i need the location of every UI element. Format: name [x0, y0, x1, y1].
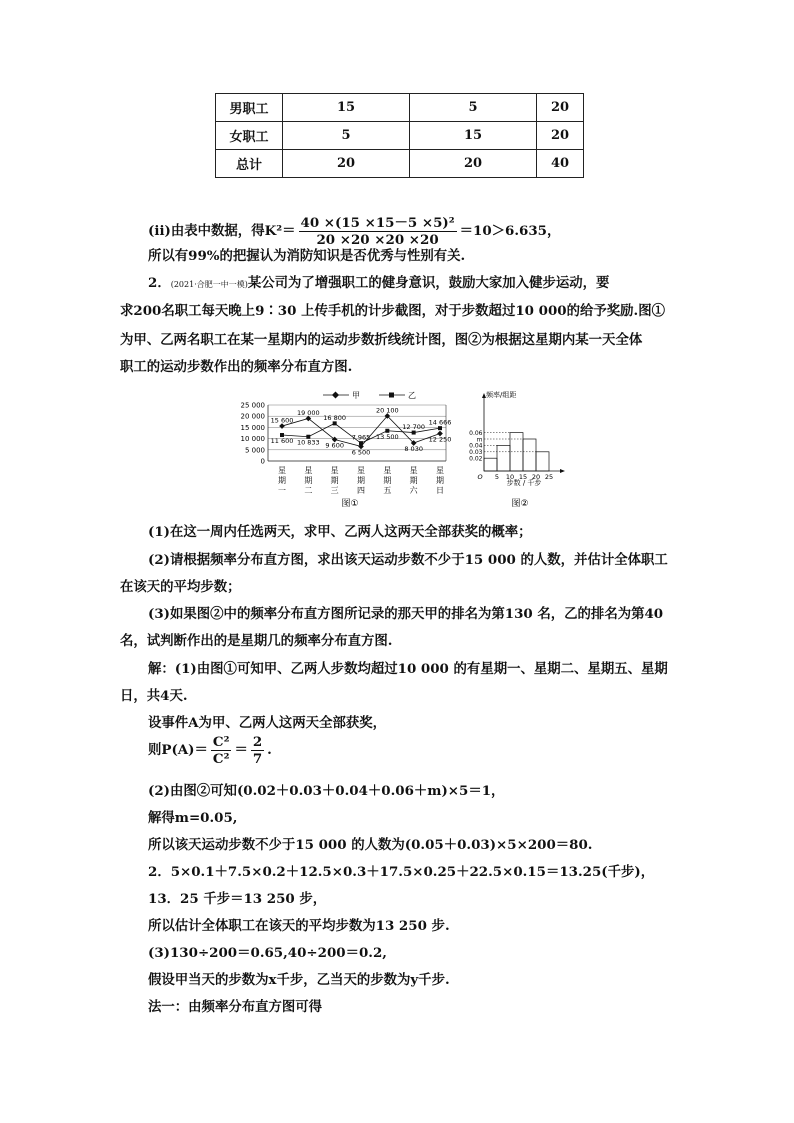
- data-label: 6 500: [351, 448, 371, 457]
- histogram-x-label: 步数 / 千步: [506, 479, 542, 487]
- fraction-2-denominator: 7: [252, 751, 263, 767]
- histogram-caption: 图②: [511, 499, 529, 509]
- x-tick-label: O: [477, 473, 483, 481]
- x-tick-char: 期: [409, 476, 418, 485]
- table-row: [216, 150, 584, 178]
- data-label: 15 600: [270, 416, 294, 425]
- k2-numerator: 40 ×(15 ×15－5 ×5)²: [300, 215, 455, 231]
- question-part-3b: 名，试判断作出的是星期几的频率分布直方图.: [120, 633, 393, 649]
- data-label: 12 250: [428, 435, 452, 444]
- x-tick-label: 15: [518, 473, 528, 481]
- question-2-line-2: 求200名职工每天晚上9∶30 上传手机的计步截图，对于步数超过10 000的给予奖励.图①: [120, 303, 665, 319]
- x-tick-char: 期: [330, 476, 339, 485]
- table-cell: 15: [283, 94, 410, 122]
- k2-prefix: (ⅱ)由表中数据，得: [148, 223, 265, 239]
- question-2-line-1: [148, 273, 708, 295]
- x-tick-char: 星: [409, 466, 418, 475]
- histogram-y-ticks: [469, 430, 483, 463]
- x-tick-char: 三: [330, 486, 339, 495]
- x-tick-char: 二: [304, 486, 313, 495]
- y-tick-label: 5 000: [244, 446, 265, 455]
- legend-diamond-marker: [332, 391, 339, 398]
- solution-event-a: 设事件A为甲、乙两人这两天全部获奖，: [148, 715, 387, 731]
- question-2-number: 2．: [148, 275, 171, 291]
- data-label: 13 500: [375, 432, 399, 441]
- x-tick-char: 日: [436, 486, 444, 495]
- x-tick-char: 期: [357, 476, 365, 485]
- question-2-text: 某公司为了增强职工的健身意识，鼓励大家加入健步运动，要: [247, 275, 610, 291]
- solution-probability: 则P(A)＝ $\frac{\text{C²}}{\text{C²}}$ ＝ $\frac{2}{7}$ .: [148, 734, 272, 767]
- line-chart-data-labels: [271, 406, 452, 456]
- table-cell: 15: [410, 122, 537, 150]
- x-tick-char: 五: [383, 486, 392, 495]
- solution-1b: 日，共4天.: [120, 688, 188, 704]
- y-tick-label: 0: [260, 457, 265, 466]
- y-tick-label: 0.02: [469, 455, 483, 463]
- line-chart-legend: [323, 391, 416, 400]
- x-tick-char: 星: [330, 466, 339, 475]
- x-tick-char: 星: [436, 466, 444, 475]
- table-cell: 40: [537, 150, 584, 178]
- conclusion-text: 所以有99%的把握认为消防知识是否优秀与性别有关.: [148, 248, 466, 264]
- histogram-bar: [484, 458, 497, 471]
- histogram-bar: [523, 439, 536, 471]
- solution-2-mean: 2．5×0.1＋7.5×0.2＋12.5×0.3＋17.5×0.25＋22.5×0.15＝13.25(千步)，: [148, 864, 655, 880]
- y-tick-label: m: [476, 436, 483, 444]
- question-part-1: (1)在这一周内任选两天，求甲、乙两人这两天全部获奖的概率；: [148, 524, 532, 540]
- table-cell: 总计: [216, 150, 283, 178]
- question-part-2b: 在该天的平均步数；: [120, 579, 241, 595]
- data-label: 8 030: [404, 445, 423, 454]
- fraction-1-denominator: C²: [212, 751, 230, 767]
- x-tick-char: 六: [409, 486, 418, 495]
- data-label: 7 965: [351, 433, 371, 442]
- y-tick-label: 20 000: [240, 412, 265, 421]
- table-cell: 20: [537, 122, 584, 150]
- y-tick-label: 0.03: [469, 449, 483, 457]
- probability-fraction-2: [251, 734, 264, 767]
- y-tick-label: 0.04: [469, 442, 483, 450]
- solution-2-count: 所以该天运动步数不少于15 000 的人数为(0.05＋0.03)×5×200＝80.: [148, 837, 593, 853]
- table-row: [216, 94, 584, 122]
- x-tick-label: 20: [531, 473, 541, 481]
- k2-result: ＝10＞6.635，: [459, 223, 561, 239]
- k2-fraction: [299, 215, 457, 248]
- line-chart-x-ticks: [278, 466, 444, 495]
- histogram-bars: [484, 433, 549, 471]
- question-source: (2021·合肥一中一模): [170, 280, 248, 289]
- question-part-3a: (3)如果图②中的频率分布直方图所记录的那天甲的排名为第130 名，乙的排名为第40: [148, 606, 664, 622]
- data-point: [438, 426, 442, 430]
- table-cell: 20: [537, 94, 584, 122]
- x-tick-char: 星: [383, 466, 392, 475]
- solution-2-conclusion: 所以估计全体职工在该天的平均步数为13 250 步.: [148, 918, 450, 934]
- data-label: 11 600: [270, 437, 294, 446]
- y-tick-label: 0.06: [469, 429, 483, 437]
- line-chart-y-ticks: [241, 402, 266, 466]
- probability-prefix: 则P(A)＝: [148, 742, 208, 758]
- data-label: 19 000: [296, 408, 320, 417]
- histogram-figure-2: [469, 388, 574, 510]
- solution-3-ratios: (3)130÷200＝0.65,40÷200＝0.2,: [148, 945, 387, 961]
- legend-square-marker: [389, 393, 394, 398]
- question-part-2a: (2)请根据频率分布直方图，求出该天运动步数不少于15 000 的人数，并估计全体职工: [148, 552, 668, 568]
- data-label: 14 666: [428, 418, 452, 427]
- table-cell: 男职工: [216, 94, 283, 122]
- x-tick-char: 期: [304, 476, 313, 485]
- solution-2-equation: (2)由图②可知(0.02＋0.03＋0.04＋0.06＋m)×5＝1，: [148, 783, 505, 799]
- table-cell: 女职工: [216, 122, 283, 150]
- question-2-line-3: 为甲、乙两名职工在某一星期内的运动步数折线统计图，图②为根据这星期内某一天全体: [120, 332, 643, 348]
- legend-label: 甲: [352, 391, 360, 400]
- y-tick-label: 25 000: [240, 401, 265, 410]
- x-tick-char: 期: [383, 476, 392, 485]
- data-point: [412, 431, 416, 435]
- y-tick-label: 15 000: [240, 423, 265, 432]
- x-tick-char: 四: [357, 486, 365, 495]
- x-tick-char: 期: [436, 476, 444, 485]
- k2-formula-line: [148, 215, 708, 248]
- data-point: [333, 421, 337, 425]
- solution-2-m: 解得m=0.05,: [148, 810, 238, 826]
- table-cell: 20: [410, 150, 537, 178]
- x-tick-char: 星: [304, 466, 313, 475]
- table-cell: 20: [283, 150, 410, 178]
- x-tick-char: 星: [278, 466, 286, 475]
- x-tick-char: 星: [357, 466, 365, 475]
- histogram-bar: [497, 445, 510, 471]
- fraction-2-numerator: 2: [252, 734, 263, 750]
- data-label: 20 100: [375, 406, 399, 415]
- data-label: 10 833: [296, 438, 320, 447]
- histogram-axes: [482, 393, 565, 473]
- table-row: [216, 122, 584, 150]
- data-point: [359, 441, 363, 445]
- table-cell: 5: [410, 94, 537, 122]
- gender-table: [215, 93, 584, 178]
- fraction-1-numerator: C²: [212, 734, 230, 750]
- data-label: 12 700: [402, 423, 426, 432]
- x-axis-arrow: [560, 469, 565, 473]
- solution-3-assume: 假设甲当天的步数为x千步，乙当天的步数为y千步.: [148, 972, 450, 988]
- x-tick-label: 5: [494, 473, 500, 481]
- y-tick-label: 10 000: [240, 435, 265, 444]
- line-chart-figure-1: [228, 388, 453, 510]
- x-tick-label: 25: [544, 473, 554, 481]
- k2-denominator: 20 ×20 ×20 ×20: [316, 232, 439, 248]
- question-2-line-4: 职工的运动步数作出的频率分布直方图.: [120, 359, 353, 375]
- histogram-y-label: 频率/组距: [486, 391, 517, 399]
- data-label: 9 600: [325, 441, 344, 450]
- solution-3-method-1: 法一：由频率分布直方图可得: [148, 999, 323, 1015]
- legend-label: 乙: [408, 391, 416, 400]
- probability-fraction-1: [211, 734, 232, 767]
- line-chart-caption: 图①: [341, 499, 359, 509]
- solution-1a: 解：(1)由图①可知甲、乙两人步数均超过10 000 的有星期一、星期二、星期五、星期: [148, 661, 668, 677]
- x-tick-char: 期: [278, 476, 286, 485]
- data-label: 16 800: [323, 413, 347, 422]
- k2-symbol: K²＝: [264, 223, 296, 239]
- x-tick-char: 一: [278, 486, 286, 495]
- table-cell: 5: [283, 122, 410, 150]
- histogram-bar: [536, 452, 549, 471]
- x-tick-label: 10: [505, 473, 515, 481]
- solution-2-convert: 13．25 千步＝13 250 步，: [148, 891, 327, 907]
